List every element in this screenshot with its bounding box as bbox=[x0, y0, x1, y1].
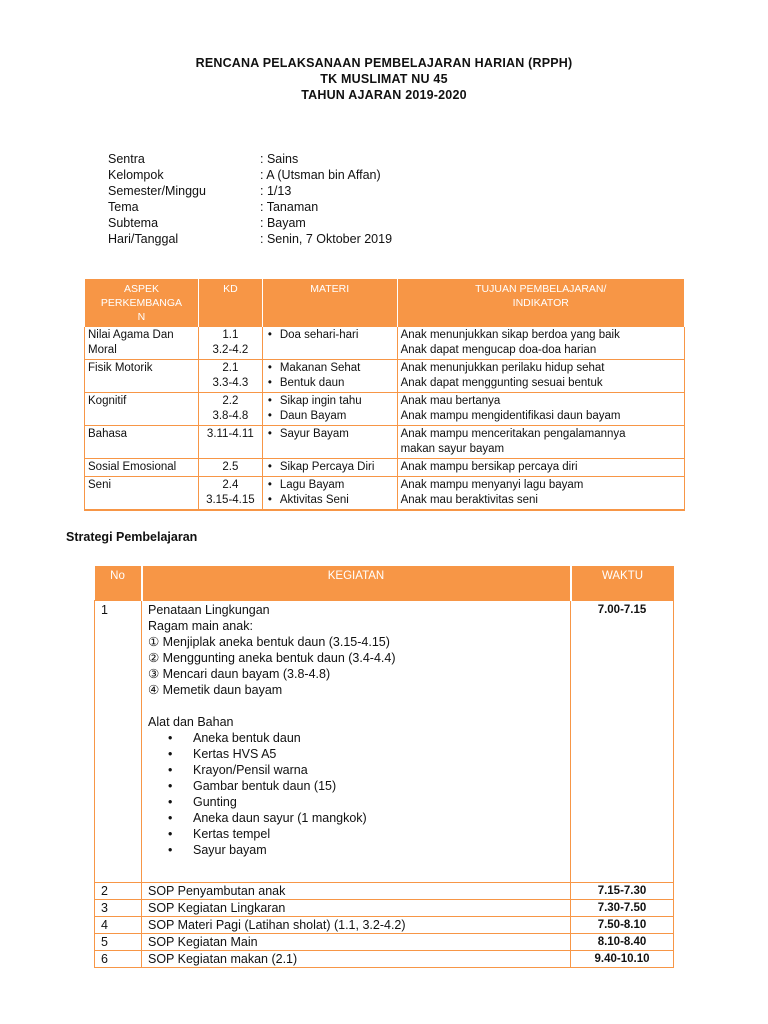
kd-text: 3.11-4.11 bbox=[206, 428, 254, 440]
kd-text: 3.3-4.3 bbox=[212, 377, 249, 389]
row-number: 5 bbox=[95, 934, 142, 951]
kd-text: 2.1 bbox=[222, 362, 239, 374]
tujuan-text: Anak mampu mengidentifikasi daun bayam bbox=[400, 410, 621, 422]
table-row bbox=[95, 951, 674, 968]
materi-cell bbox=[262, 327, 397, 360]
school-name: TK MUSLIMAT NU 45 bbox=[320, 72, 448, 86]
kd-cell bbox=[198, 327, 262, 360]
kd-text: 1.1 bbox=[222, 329, 239, 341]
header-no: No bbox=[95, 566, 142, 601]
info-value: : Bayam bbox=[260, 216, 306, 230]
alat-item: • Gunting bbox=[148, 794, 564, 810]
aspek-cell bbox=[85, 393, 199, 426]
aspek-cell bbox=[85, 327, 199, 360]
alat-item: • Aneka bentuk daun bbox=[148, 730, 564, 746]
header-aspek: ASPEK PERKEMBANGA N bbox=[85, 279, 199, 327]
ragam-label: Ragam main anak: bbox=[148, 619, 253, 633]
aspek-cell bbox=[85, 360, 199, 393]
info-row bbox=[108, 183, 392, 199]
activity-cell bbox=[142, 601, 571, 883]
header-kegiatan: KEGIATAN bbox=[142, 566, 571, 601]
info-label: Tema bbox=[108, 200, 139, 214]
info-block bbox=[108, 151, 392, 247]
tujuan-cell bbox=[397, 327, 684, 360]
kd-cell bbox=[198, 360, 262, 393]
time-cell: 9.40-10.10 bbox=[571, 951, 674, 968]
info-label: Sentra bbox=[108, 152, 145, 166]
activity-cell: SOP Materi Pagi (Latihan sholat) (1.1, 3.2-4.2) bbox=[142, 917, 571, 934]
info-row bbox=[108, 199, 392, 215]
materi-item: • Aktivitas Seni bbox=[266, 493, 394, 508]
activity-cell: SOP Kegiatan Main bbox=[142, 934, 571, 951]
tujuan-text: Anak dapat mengucap doa-doa harian bbox=[400, 344, 597, 356]
materi-item: • Daun Bayam bbox=[266, 409, 394, 424]
tujuan-cell bbox=[397, 393, 684, 426]
doc-title: RENCANA PELAKSANAAN PEMBELAJARAN HARIAN (RPPH) bbox=[195, 56, 573, 70]
ragam-item: ③ Mencari daun bayam (3.8-4.8) bbox=[148, 667, 331, 681]
kd-cell bbox=[198, 393, 262, 426]
materi-item: • Doa sehari-hari bbox=[266, 328, 394, 343]
alat-item: • Krayon/Pensil warna bbox=[148, 762, 564, 778]
tujuan-text: Anak menunjukkan sikap berdoa yang baik bbox=[400, 329, 620, 341]
tujuan-text: Anak dapat menggunting sesuai bentuk bbox=[400, 377, 603, 389]
materi-item: • Sayur Bayam bbox=[266, 427, 394, 442]
alat-item: • Gambar bentuk daun (15) bbox=[148, 778, 564, 794]
table-row bbox=[85, 459, 685, 477]
ragam-item: ① Menjiplak aneka bentuk daun (3.15-4.15) bbox=[148, 635, 390, 649]
row-number: 1 bbox=[95, 601, 142, 883]
tujuan-cell bbox=[397, 459, 684, 477]
header-tujuan: TUJUAN PEMBELAJARAN/ INDIKATOR bbox=[397, 279, 684, 327]
table-header-row bbox=[95, 566, 674, 601]
tujuan-cell bbox=[397, 477, 684, 511]
table-row bbox=[85, 393, 685, 426]
kd-cell bbox=[198, 426, 262, 459]
materi-cell bbox=[262, 477, 397, 511]
alat-item: • Aneka daun sayur (1 mangkok) bbox=[148, 810, 564, 826]
aspek-text: Kognitif bbox=[88, 395, 127, 407]
kd-text: 3.15-4.15 bbox=[206, 494, 255, 506]
materi-cell bbox=[262, 459, 397, 477]
materi-item: • Sikap Percaya Diri bbox=[266, 460, 394, 475]
table-row bbox=[95, 601, 674, 883]
alat-item: • Kertas tempel bbox=[148, 826, 564, 842]
aspek-cell bbox=[85, 477, 199, 511]
strategy-heading: Strategi Pembelajaran bbox=[66, 530, 198, 544]
school-year: TAHUN AJARAN 2019-2020 bbox=[301, 88, 467, 102]
tujuan-text: Anak mau bertanya bbox=[400, 395, 501, 407]
info-label: Semester/Minggu bbox=[108, 184, 206, 198]
tujuan-text: Anak mau beraktivitas seni bbox=[400, 494, 538, 506]
table-row bbox=[95, 917, 674, 934]
aspek-cell bbox=[85, 459, 199, 477]
info-row bbox=[108, 215, 392, 231]
tujuan-text: Anak mampu menyanyi lagu bayam bbox=[400, 479, 584, 491]
table-row bbox=[85, 426, 685, 459]
time-cell: 7.30-7.50 bbox=[571, 900, 674, 917]
kd-cell bbox=[198, 477, 262, 511]
alat-label: Alat dan Bahan bbox=[148, 715, 234, 729]
aspek-cell bbox=[85, 426, 199, 459]
materi-item: • Makanan Sehat bbox=[266, 361, 394, 376]
info-row bbox=[108, 151, 392, 167]
kd-text: 2.2 bbox=[222, 395, 239, 407]
table-row bbox=[85, 327, 685, 360]
activity-cell: SOP Kegiatan makan (2.1) bbox=[142, 951, 571, 968]
time-cell: 7.15-7.30 bbox=[571, 883, 674, 900]
info-value: : 1/13 bbox=[260, 184, 292, 198]
table-row bbox=[95, 900, 674, 917]
activity-cell: SOP Kegiatan Lingkaran bbox=[142, 900, 571, 917]
time-cell: 7.00-7.15 bbox=[571, 601, 674, 883]
tujuan-text: Anak mampu menceritakan pengalamannya bbox=[400, 428, 626, 440]
tujuan-cell bbox=[397, 360, 684, 393]
info-label: Kelompok bbox=[108, 168, 164, 182]
time-cell: 8.10-8.40 bbox=[571, 934, 674, 951]
ragam-item: ② Menggunting aneka bentuk daun (3.4-4.4) bbox=[148, 651, 396, 665]
table-row bbox=[85, 360, 685, 393]
table-row bbox=[95, 883, 674, 900]
header-materi: MATERI bbox=[262, 279, 397, 327]
alat-item: • Sayur bayam bbox=[148, 842, 564, 858]
row-number: 4 bbox=[95, 917, 142, 934]
materi-item: • Lagu Bayam bbox=[266, 478, 394, 493]
info-label: Hari/Tanggal bbox=[108, 232, 179, 246]
info-label: Subtema bbox=[108, 216, 159, 230]
header-waktu: WAKTU bbox=[571, 566, 674, 601]
info-value: : Sains bbox=[260, 152, 299, 166]
activity-schedule-table bbox=[94, 566, 674, 968]
tujuan-text: makan sayur bayam bbox=[400, 443, 505, 455]
row-number: 2 bbox=[95, 883, 142, 900]
activity-title: Penataan Lingkungan bbox=[148, 603, 270, 617]
header-kd: KD bbox=[198, 279, 262, 327]
tujuan-text: Anak menunjukkan perilaku hidup sehat bbox=[400, 362, 605, 374]
aspek-text: Fisik Motorik bbox=[88, 362, 153, 374]
info-value: : A (Utsman bin Affan) bbox=[260, 168, 381, 182]
kd-cell bbox=[198, 459, 262, 477]
tujuan-text: Anak mampu bersikap percaya diri bbox=[400, 461, 578, 473]
info-row bbox=[108, 231, 392, 247]
table-header-row bbox=[85, 279, 685, 327]
kd-text: 2.5 bbox=[222, 461, 239, 473]
aspek-text: Nilai Agama Dan bbox=[88, 329, 174, 341]
materi-item: • Bentuk daun bbox=[266, 376, 394, 391]
aspek-text: Bahasa bbox=[88, 428, 128, 440]
table-row bbox=[95, 934, 674, 951]
aspek-text: Seni bbox=[88, 479, 112, 491]
materi-cell bbox=[262, 360, 397, 393]
aspek-text: Moral bbox=[88, 344, 117, 356]
materi-cell bbox=[262, 393, 397, 426]
materi-item: • Sikap ingin tahu bbox=[266, 394, 394, 409]
aspek-text: Sosial Emosional bbox=[88, 461, 177, 473]
row-number: 6 bbox=[95, 951, 142, 968]
materi-cell bbox=[262, 426, 397, 459]
activity-cell: SOP Penyambutan anak bbox=[142, 883, 571, 900]
info-value: : Senin, 7 Oktober 2019 bbox=[260, 232, 393, 246]
alat-item: • Kertas HVS A5 bbox=[148, 746, 564, 762]
kd-text: 3.2-4.2 bbox=[212, 344, 249, 356]
kd-text: 3.8-4.8 bbox=[212, 410, 249, 422]
time-cell: 7.50-8.10 bbox=[571, 917, 674, 934]
kd-text: 2.4 bbox=[222, 479, 239, 491]
tujuan-cell bbox=[397, 426, 684, 459]
table-row bbox=[85, 477, 685, 511]
info-value: : Tanaman bbox=[260, 200, 319, 214]
learning-objectives-table bbox=[84, 279, 685, 511]
info-row bbox=[108, 167, 392, 183]
row-number: 3 bbox=[95, 900, 142, 917]
ragam-item: ④ Memetik daun bayam bbox=[148, 683, 283, 697]
